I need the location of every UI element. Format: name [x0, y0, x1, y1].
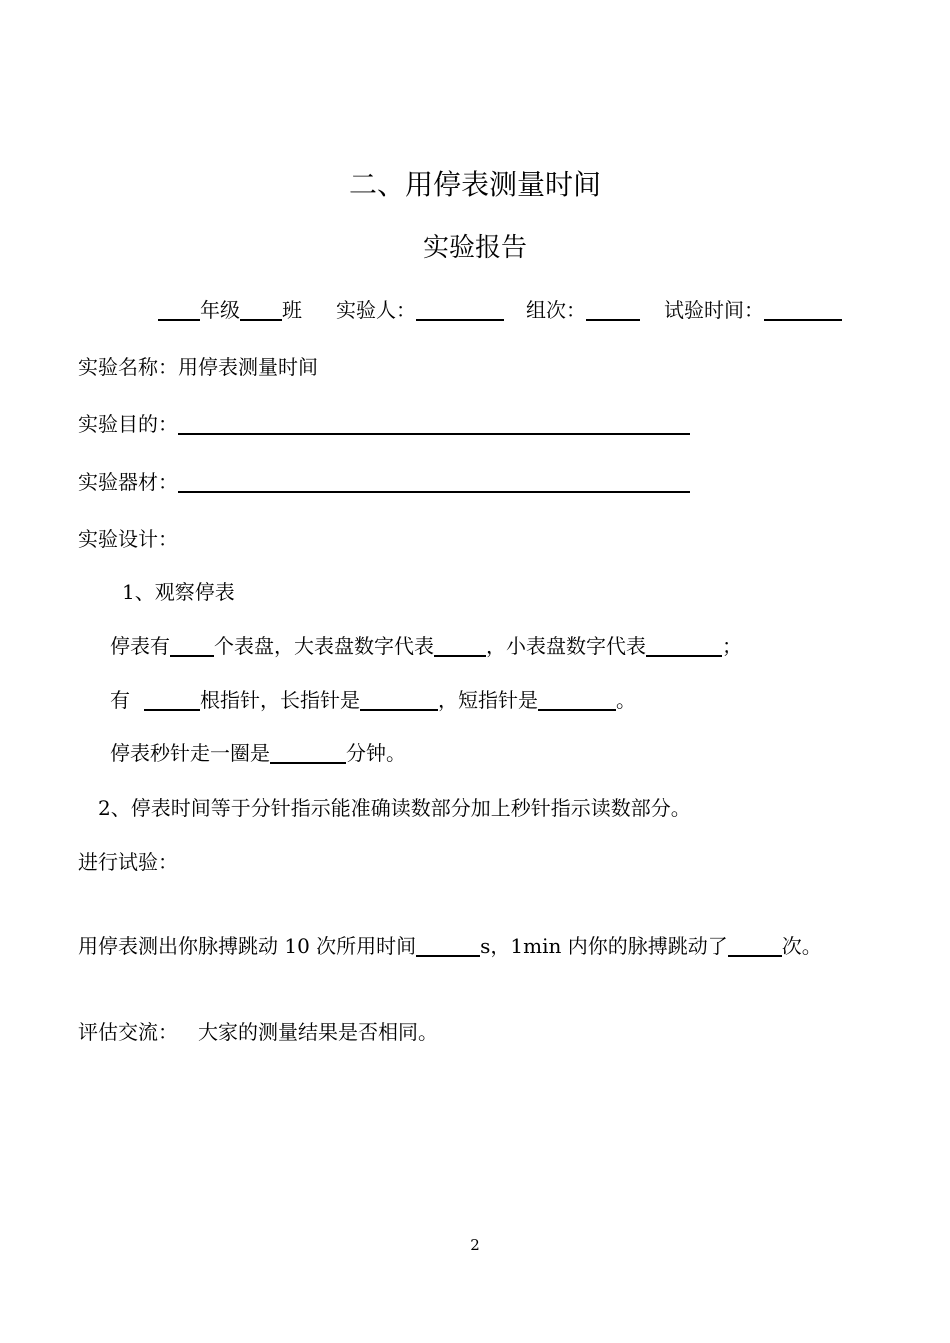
step1-question-second-hand — [110, 741, 406, 765]
experiment-name-row — [78, 355, 318, 379]
q1-text-b: 个表盘，大表盘数字代表 — [214, 634, 434, 658]
time-blank[interactable] — [764, 299, 842, 321]
experimenter-label: 实验人： — [336, 298, 416, 322]
evaluation-row — [78, 1020, 438, 1044]
experiment-name-label: 实验名称： — [78, 355, 178, 379]
evaluation-text: 大家的测量结果是否相同。 — [198, 1020, 438, 1044]
long-hand-blank[interactable] — [360, 689, 438, 711]
q2-text-c: ，短指针是 — [438, 688, 538, 712]
q1-text-c: ，小表盘数字代表 — [486, 634, 646, 658]
q3-text-a: 停表秒针走一圈是 — [110, 741, 270, 765]
q1-text-a: 停表有 — [110, 634, 170, 658]
q2-text-b: 根指针，长指针是 — [200, 688, 360, 712]
design-label: 实验设计： — [78, 527, 178, 551]
group-blank[interactable] — [586, 299, 640, 321]
experiment-name-value: 用停表测量时间 — [178, 355, 318, 379]
equipment-row — [78, 470, 690, 494]
q3-text-b: 分钟。 — [346, 741, 406, 765]
short-hand-blank[interactable] — [538, 689, 616, 711]
grade-blank[interactable] — [158, 299, 200, 321]
grade-label: 年级 — [200, 298, 240, 322]
info-row — [158, 298, 842, 322]
pulse-text-b: s，1min 内你的脉搏跳动了 — [480, 934, 728, 958]
time-label: 试验时间： — [664, 298, 764, 322]
step1-heading: 1、观察停表 — [122, 580, 235, 604]
second-hand-blank[interactable] — [270, 742, 346, 764]
dial-count-blank[interactable] — [170, 635, 214, 657]
pulse-time-blank[interactable] — [416, 935, 480, 957]
step1-question-dials — [110, 634, 742, 658]
small-dial-blank[interactable] — [646, 635, 722, 657]
page-title: 二、用停表测量时间 — [348, 168, 601, 201]
conduct-label: 进行试验： — [78, 850, 178, 874]
pulse-text-a: 用停表测出你脉搏跳动 10 次所用时间 — [78, 934, 417, 958]
step2-text: 2、停表时间等于分针指示能准确读数部分加上秒针指示读数部分。 — [98, 796, 691, 820]
purpose-row — [78, 412, 690, 436]
purpose-blank[interactable] — [178, 413, 690, 435]
evaluation-label: 评估交流： — [78, 1020, 178, 1044]
pulse-text-c: 次。 — [781, 934, 822, 958]
report-subtitle: 实验报告 — [422, 233, 527, 263]
hand-count-blank[interactable] — [144, 689, 200, 711]
pulse-question — [78, 934, 822, 958]
step1-question-hands — [110, 688, 636, 712]
class-blank[interactable] — [240, 299, 282, 321]
experimenter-blank[interactable] — [416, 299, 504, 321]
pulse-count-blank[interactable] — [728, 935, 782, 957]
purpose-label: 实验目的： — [78, 412, 178, 436]
equipment-label: 实验器材： — [78, 470, 178, 494]
equipment-blank[interactable] — [178, 471, 690, 493]
page-number: 2 — [470, 1236, 480, 1254]
group-label: 组次： — [526, 298, 586, 322]
class-label: 班 — [282, 298, 302, 322]
q2-text-d: 。 — [616, 688, 636, 712]
q1-text-d: ； — [722, 634, 742, 658]
q2-text-a: 有 — [110, 688, 130, 712]
big-dial-blank[interactable] — [434, 635, 486, 657]
